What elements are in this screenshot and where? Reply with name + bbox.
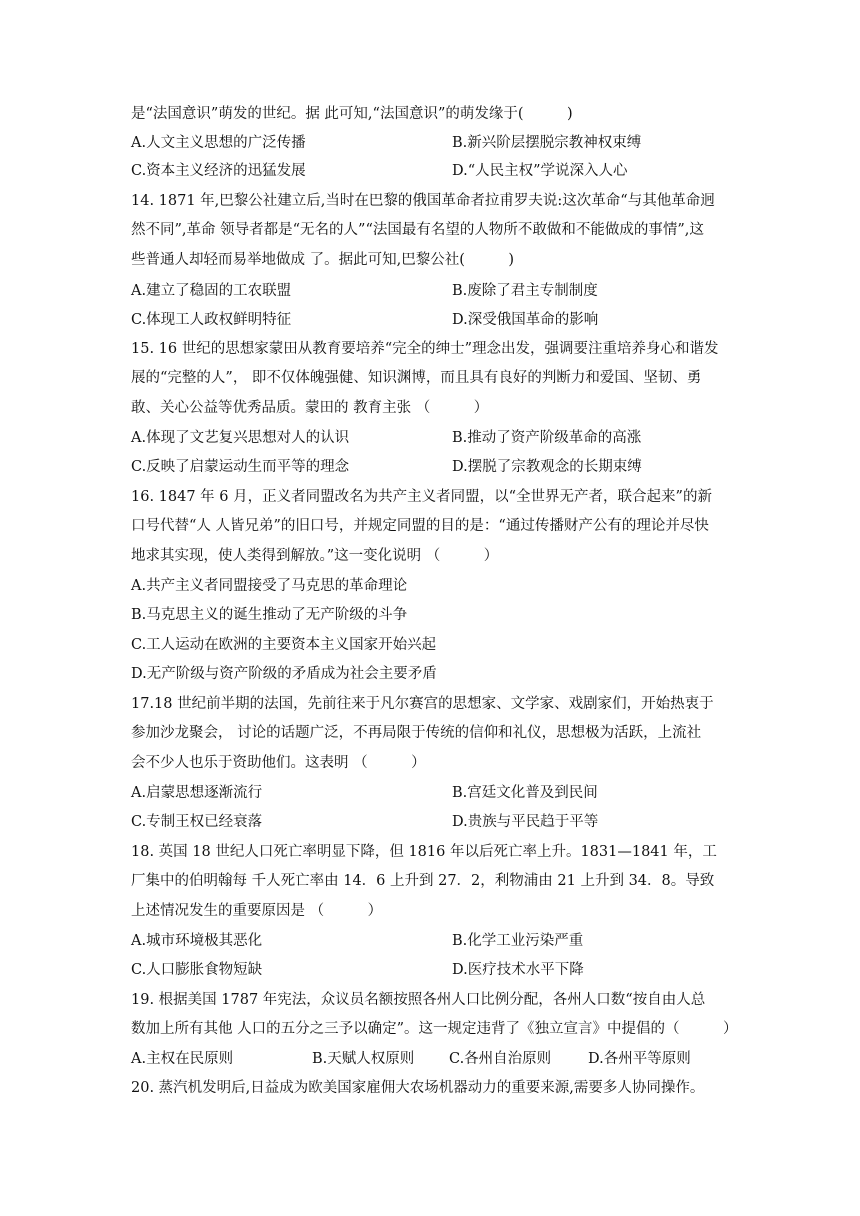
q16-option-d: D.无产阶级与资产阶级的矛盾成为社会主要矛盾 — [131, 666, 437, 682]
q19-option-d: D.各州平等原则 — [588, 1051, 691, 1067]
q14-option-c: C.体现工人政权鲜明特征 — [131, 312, 292, 328]
q13-option-b: B.新兴阶层摆脱宗教神权束缚 — [452, 135, 642, 151]
q16-option-a: A.共产主义者同盟接受了马克思的革命理论 — [131, 578, 408, 594]
q18-option-c: C.人口膨胀食物短缺 — [131, 962, 263, 978]
q13-option-a: A.人文主义思想的广泛传播 — [131, 135, 306, 151]
question-18-line-1: 18. 英国 18 世纪人口死亡率明显下降，但 1816 年以后死亡率上升。1831—1841 年，工 — [131, 844, 717, 860]
question-13-text-tail: 是“法国意识”萌发的世纪。据 此可知,“法国意识”的萌发缘于( ) — [131, 106, 573, 122]
question-17-line-1: 17.18 世纪前半期的法国，先前往来于凡尔赛宫的思想家、文学家、戏剧家们，开始热衷于 — [131, 696, 714, 712]
q17-option-a: A.启蒙思想逐渐流行 — [131, 785, 263, 801]
q15-option-a: A.体现了文艺复兴思想对人的认识 — [131, 430, 350, 446]
q13-option-d: D.“人民主权”学说深入人心 — [452, 163, 628, 179]
question-14-line-3: 些普通人却轻而易举地做成 了。据此可知,巴黎公社( ) — [131, 252, 515, 268]
question-15-line-3: 敢、关心公益等优秀品质。蒙田的 教育主张 （ ） — [131, 400, 489, 416]
question-18-line-3: 上述情况发生的重要原因是 （ ） — [131, 903, 383, 919]
question-15-line-1: 15. 16 世纪的思想家蒙田从教育要培养“完全的绅士”理念出发，强调要注重培养身心和谐发 — [131, 341, 719, 357]
question-18-line-2: 厂集中的伯明翰每 千人死亡率由 14．6 上升到 27．2，利物浦由 21 上升到 34．8。导致 — [131, 873, 715, 889]
question-17-line-2: 参加沙龙聚会， 讨论的话题广泛，不再局限于传统的信仰和礼仪，思想极为活跃，上流社 — [131, 725, 702, 741]
q15-option-c: C.反映了启蒙运动生而平等的理念 — [131, 459, 350, 475]
question-17-line-3: 会不少人也乐于资助他们。这表明 （ ） — [131, 755, 426, 771]
q18-option-b: B.化学工业污染严重 — [452, 933, 584, 949]
question-16-line-2: 口号代替“人 人皆兄弟”的旧口号，并规定同盟的目的是：“通过传播财产公有的理论并尽快 — [131, 518, 709, 534]
q19-option-b: B.天赋人权原则 — [312, 1051, 415, 1067]
q17-option-b: B.宫廷文化普及到民间 — [452, 785, 598, 801]
q13-option-c: C.资本主义经济的迅猛发展 — [131, 163, 306, 179]
question-14-line-2: 然不同”,革命 领导者都是“无名的人”“法国最有名望的人物所不敢做和不能做成的事情”,这 — [131, 222, 704, 238]
q14-option-d: D.深受俄国革命的影响 — [452, 312, 599, 328]
q19-option-a: A.主权在民原则 — [131, 1051, 234, 1067]
question-15-line-2: 展的“完整的人”， 即不仅体魄强健、知识渊博，而且具有良好的判断力和爱国、坚韧、勇 — [131, 370, 702, 386]
q15-option-b: B.推动了资产阶级革命的高涨 — [452, 430, 642, 446]
question-14-line-1: 14. 1871 年,巴黎公社建立后,当时在巴黎的俄国革命者拉甫罗夫说:这次革命“与其他革命迥 — [131, 193, 715, 209]
question-16-line-1: 16. 1847 年 6 月，正义者同盟改名为共产主义者同盟，以“全世界无产者，联合起来”的新 — [131, 489, 712, 505]
q16-option-b: B.马克思主义的诞生推动了无产阶级的斗争 — [131, 607, 408, 623]
q18-option-a: A.城市环境极其恶化 — [131, 933, 263, 949]
q16-option-c: C.工人运动在欧洲的主要资本主义国家开始兴起 — [131, 637, 437, 653]
question-19-line-2: 数加上所有其他 人口的五分之三予以确定”。这一规定违背了《独立宣言》中提倡的（ ） — [131, 1021, 738, 1037]
q17-option-c: C.专制王权已经衰落 — [131, 814, 263, 830]
question-20-line-1: 20. 蒸汽机发明后,日益成为欧美国家雇佣大农场机器动力的重要来源,需要多人协同操作。 — [131, 1080, 705, 1096]
question-19-line-1: 19. 根据美国 1787 年宪法，众议员名额按照各州人口比例分配，各州人口数“按自由人总 — [131, 992, 706, 1008]
q17-option-d: D.贵族与平民趋于平等 — [452, 814, 599, 830]
q15-option-d: D.摆脱了宗教观念的长期束缚 — [452, 459, 642, 475]
q18-option-d: D.医疗技术水平下降 — [452, 962, 584, 978]
q19-option-c: C.各州自治原则 — [449, 1051, 552, 1067]
q14-option-b: B.废除了君主专制制度 — [452, 283, 598, 299]
question-16-line-3: 地求其实现，使人类得到解放。”这一变化说明 （ ） — [131, 548, 499, 564]
q14-option-a: A.建立了稳固的工农联盟 — [131, 283, 292, 299]
